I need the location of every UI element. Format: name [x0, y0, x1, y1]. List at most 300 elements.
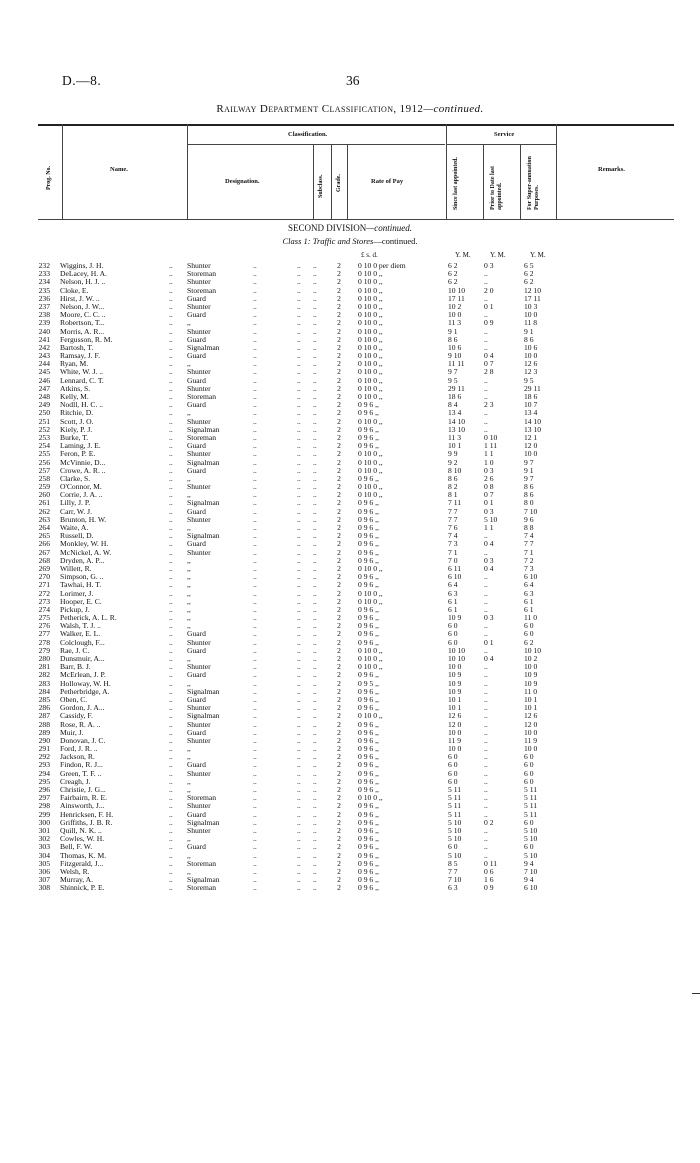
rate-of-pay: 0 9 6 ,, [358, 768, 379, 778]
leader-dots: .. [313, 768, 317, 778]
grade: 2 [337, 408, 341, 418]
employee-name: Henricksen, F. H. [60, 810, 114, 819]
leader-dots: .. [169, 735, 173, 745]
service-prior: .. [484, 760, 488, 770]
leader-dots: .. [253, 678, 257, 688]
leader-dots: .. [313, 539, 317, 549]
designation: Signalman [187, 457, 220, 467]
designation: Guard [187, 842, 206, 852]
designation: Guard [187, 670, 206, 680]
leader-dots: .. [313, 514, 317, 524]
service-since-last: 8 1 [448, 490, 458, 500]
prog-no: 240 [38, 326, 50, 336]
col-divider [556, 124, 557, 220]
service-since-last: 10 10 [448, 285, 466, 295]
prog-no: 294 [38, 768, 50, 778]
service-superannuation: 6 10 [524, 572, 538, 582]
service-prior: .. [484, 694, 488, 704]
table-row [0, 524, 700, 532]
grade: 2 [337, 342, 341, 352]
designation: ,, [187, 588, 191, 598]
leader-dots: .. [313, 531, 317, 541]
table-row [0, 360, 700, 368]
table-row [0, 328, 700, 336]
grade: 2 [337, 604, 341, 614]
table-row [0, 532, 700, 540]
service-prior: .. [484, 785, 488, 794]
grade: 2 [337, 498, 341, 508]
table-row [0, 721, 700, 729]
units-pay: £ s. d. [361, 251, 378, 259]
leader-dots: .. [313, 866, 317, 876]
leader-dots: .. [253, 539, 257, 549]
leader-dots: .. [253, 580, 257, 590]
rate-of-pay: 0 10 0 ,, [358, 588, 383, 598]
employee-name: Rose, R. A. .. [60, 720, 101, 729]
service-superannuation: 10 0 [524, 744, 538, 754]
service-superannuation: 29 11 [524, 383, 541, 393]
employee-name: Shinnick, P. E. [60, 884, 105, 893]
table-row [0, 884, 700, 892]
leader-dots: .. [313, 850, 317, 860]
prog-no: 287 [38, 711, 50, 721]
leader-dots: .. [169, 662, 173, 672]
service-superannuation: 10 1 [524, 694, 538, 704]
prog-no: 308 [38, 883, 50, 893]
leader-dots: .. [169, 342, 173, 352]
leader-dots: .. [253, 809, 257, 819]
page-number: 36 [346, 73, 360, 88]
employee-name: Creagh, J. [60, 777, 91, 786]
leader-dots: .. [297, 359, 301, 369]
table-row [0, 516, 700, 524]
service-since-last: 12 0 [448, 719, 462, 729]
service-prior: .. [484, 703, 488, 713]
grade: 2 [337, 686, 341, 696]
employee-name: Cowles, W. H. [60, 835, 105, 844]
rate-of-pay: 0 9 6 ,, [358, 670, 379, 680]
grade: 2 [337, 318, 341, 328]
designation: ,, [187, 621, 191, 631]
employee-name: Nelson, H. J. .. [60, 278, 106, 287]
leader-dots: .. [313, 817, 317, 827]
leader-dots: .. [169, 326, 173, 336]
leader-dots: .. [169, 842, 173, 852]
employee-name: Wiggins, J. H. [60, 262, 104, 270]
grade: 2 [337, 531, 341, 541]
service-since-last: 7 10 [448, 875, 462, 885]
grade: 2 [337, 400, 341, 410]
rate-of-pay: 0 10 0 ,, [358, 310, 383, 320]
leader-dots: .. [253, 498, 257, 508]
leader-dots: .. [169, 301, 173, 311]
rate-of-pay: 0 10 0 ,, [358, 269, 383, 279]
leader-dots: .. [313, 703, 317, 713]
leader-dots: .. [313, 318, 317, 328]
service-superannuation: 10 0 [524, 727, 538, 737]
designation: Shunter [187, 768, 211, 778]
leader-dots: .. [253, 490, 257, 500]
service-since-last: 9 2 [448, 457, 458, 467]
employee-name: Corrie, J. A. .. [60, 491, 103, 500]
leader-dots: .. [169, 719, 173, 729]
table-row [0, 761, 700, 769]
rate-of-pay: 0 9 6 ,, [358, 785, 379, 794]
grade: 2 [337, 514, 341, 524]
leader-dots: .. [169, 531, 173, 541]
leader-dots: .. [169, 703, 173, 713]
employee-name: Ritchie, D. [60, 409, 94, 418]
service-prior: 1 1 [484, 449, 494, 459]
employee-name: Kelly, M. [60, 393, 89, 401]
employee-name: DeLacey, H. A. [60, 270, 107, 279]
service-since-last: 9 10 [448, 351, 462, 361]
service-since-last: 6 0 [448, 760, 458, 770]
table-row [0, 852, 700, 860]
table-row [0, 549, 700, 557]
employee-name: Nodll, H. C. .. [60, 401, 104, 410]
leader-dots: .. [297, 523, 301, 532]
service-since-last: 7 4 [448, 531, 458, 541]
leader-dots: .. [297, 670, 301, 680]
leader-dots: .. [253, 850, 257, 860]
designation: Guard [187, 334, 206, 344]
grade: 2 [337, 490, 341, 500]
leader-dots: .. [253, 866, 257, 876]
leader-dots: .. [313, 416, 317, 426]
rate-of-pay: 0 10 0 ,, [358, 416, 383, 426]
grade: 2 [337, 432, 341, 442]
service-prior: 0 8 [484, 482, 494, 492]
table-row [0, 581, 700, 589]
service-since-last: 10 1 [448, 703, 462, 713]
grade: 2 [337, 858, 341, 868]
leader-dots: .. [253, 768, 257, 778]
page-title [0, 103, 700, 115]
service-prior: .. [484, 834, 488, 844]
service-prior: 0 3 [484, 555, 494, 565]
prog-no: 253 [38, 432, 50, 442]
employee-name: Cloke, E. [60, 286, 89, 295]
leader-dots: .. [297, 334, 301, 344]
service-superannuation: 5 11 [524, 785, 538, 794]
service-since-last: 11 9 [448, 735, 462, 745]
prog-no: 233 [38, 269, 50, 279]
service-superannuation: 10 2 [524, 654, 538, 663]
leader-dots: .. [169, 588, 173, 598]
designation: Signalman [187, 817, 220, 827]
service-since-last: 14 10 [448, 416, 466, 426]
leader-dots: .. [253, 752, 257, 762]
service-since-last: 9 1 [448, 326, 458, 336]
prog-no: 298 [38, 801, 50, 811]
grade: 2 [337, 678, 341, 688]
leader-dots: .. [253, 285, 257, 295]
leader-dots: .. [297, 711, 301, 721]
prog-no: 256 [38, 457, 50, 467]
leader-dots: .. [169, 686, 173, 696]
table-row [0, 295, 700, 303]
service-superannuation: 12 3 [524, 367, 538, 377]
leader-dots: .. [313, 432, 317, 442]
leader-dots: .. [169, 752, 173, 762]
designation: ,, [187, 834, 191, 844]
class-heading [0, 236, 700, 246]
rate-of-pay: 0 10 0 ,, [358, 711, 383, 721]
employee-name: Lilly, J. P. [60, 499, 91, 508]
service-since-last: 7 7 [448, 506, 458, 516]
leader-dots: .. [297, 793, 301, 803]
table-row [0, 352, 700, 360]
leader-dots: .. [253, 645, 257, 655]
leader-dots: .. [253, 375, 257, 385]
service-since-last: 13 10 [448, 424, 466, 434]
designation: Guard [187, 694, 206, 704]
header-superannuation: For Super-annuation Purposes. [527, 156, 540, 210]
rate-of-pay: 0 9 6 ,, [358, 825, 379, 835]
leader-dots: .. [253, 670, 257, 680]
service-superannuation: 6 2 [524, 277, 534, 287]
division-label: SECOND DIVISION [288, 223, 367, 233]
grade: 2 [337, 711, 341, 721]
leader-dots: .. [297, 858, 301, 868]
table-row [0, 876, 700, 884]
service-superannuation: 10 0 [524, 351, 538, 361]
table-row [0, 819, 700, 827]
table-row [0, 393, 700, 401]
leader-dots: .. [253, 604, 257, 614]
designation: Guard [187, 727, 206, 737]
designation: Shunter [187, 735, 211, 745]
service-prior: .. [484, 392, 488, 401]
leader-dots: .. [297, 531, 301, 541]
leader-dots: .. [169, 727, 173, 737]
service-superannuation: 6 0 [524, 842, 534, 852]
employee-name: Quill, N. K. .. [60, 826, 102, 835]
table-row [0, 680, 700, 688]
employee-name: Lorimer, J. [60, 589, 94, 598]
grade: 2 [337, 719, 341, 729]
rate-of-pay: 0 9 6 ,, [358, 875, 379, 885]
grade: 2 [337, 850, 341, 860]
service-since-last: 9 5 [448, 375, 458, 385]
designation: ,, [187, 613, 191, 623]
service-prior: .. [484, 572, 488, 582]
service-superannuation: 5 10 [524, 834, 538, 844]
grade: 2 [337, 482, 341, 492]
leader-dots: .. [253, 441, 257, 451]
leader-dots: .. [169, 498, 173, 508]
designation: Signalman [187, 875, 220, 885]
designation: Guard [187, 310, 206, 320]
prog-no: 269 [38, 563, 50, 573]
table-row [0, 802, 700, 810]
prog-no: 280 [38, 654, 50, 663]
service-superannuation: 6 1 [524, 604, 534, 614]
leader-dots: .. [169, 318, 173, 328]
service-prior: .. [484, 580, 488, 590]
leader-dots: .. [169, 768, 173, 778]
grade: 2 [337, 768, 341, 778]
prog-no: 243 [38, 351, 50, 361]
leader-dots: .. [297, 277, 301, 287]
employee-name: Kiely, P. J. [60, 425, 93, 434]
table-row [0, 573, 700, 581]
service-prior: .. [484, 776, 488, 786]
grade: 2 [337, 621, 341, 631]
service-superannuation: 10 7 [524, 400, 538, 410]
employee-name: Bartosh, T. [60, 343, 94, 352]
employee-name: Petherick, A. L. R. [60, 614, 117, 623]
service-superannuation: 6 3 [524, 588, 534, 598]
table-row [0, 663, 700, 671]
grade: 2 [337, 785, 341, 794]
service-prior: .. [484, 588, 488, 598]
employee-name: Jackson, R. [60, 753, 95, 762]
leader-dots: .. [169, 621, 173, 631]
leader-dots: .. [169, 801, 173, 811]
prog-no: 306 [38, 866, 50, 876]
leader-dots: .. [297, 662, 301, 672]
designation: Storeman [187, 883, 217, 893]
prog-no: 305 [38, 858, 50, 868]
leader-dots: .. [253, 342, 257, 352]
leader-dots: .. [297, 473, 301, 483]
leader-dots: .. [297, 375, 301, 385]
prog-no: 291 [38, 744, 50, 754]
rate-of-pay: 0 10 0 ,, [358, 645, 383, 655]
leader-dots: .. [297, 457, 301, 467]
leader-dots: .. [297, 809, 301, 819]
leader-dots: .. [169, 432, 173, 442]
leader-dots: .. [313, 744, 317, 754]
header-prog-no: Prog. No. [46, 165, 52, 190]
leader-dots: .. [169, 744, 173, 754]
designation: Signalman [187, 531, 220, 541]
table-row [0, 843, 700, 851]
service-prior: 2 3 [484, 400, 494, 410]
leader-dots: .. [297, 392, 301, 401]
rate-of-pay: 0 9 6 ,, [358, 441, 379, 451]
service-since-last: 5 10 [448, 850, 462, 860]
leader-dots: .. [313, 301, 317, 311]
designation: ,, [187, 744, 191, 754]
service-superannuation: 11 0 [524, 686, 538, 696]
leader-dots: .. [313, 375, 317, 385]
employee-name: Muir, J. [60, 728, 84, 737]
leader-dots: .. [169, 875, 173, 885]
service-superannuation: 7 10 [524, 866, 538, 876]
leader-dots: .. [169, 351, 173, 361]
leader-dots: .. [313, 449, 317, 459]
leader-dots: .. [253, 310, 257, 320]
service-prior: 0 9 [484, 318, 494, 328]
table-row [0, 614, 700, 622]
table-row [0, 745, 700, 753]
leader-dots: .. [169, 604, 173, 614]
leader-dots: .. [297, 563, 301, 573]
grade: 2 [337, 842, 341, 852]
leader-dots: .. [297, 825, 301, 835]
table-row [0, 377, 700, 385]
designation: ,, [187, 555, 191, 565]
leader-dots: .. [253, 694, 257, 704]
leader-dots: .. [313, 293, 317, 303]
table-row [0, 622, 700, 630]
leader-dots: .. [313, 760, 317, 770]
leader-dots: .. [253, 735, 257, 745]
grade: 2 [337, 457, 341, 467]
leader-dots: .. [253, 269, 257, 279]
leader-dots: .. [297, 850, 301, 860]
service-since-last: 8 5 [448, 858, 458, 868]
designation: Shunter [187, 449, 211, 459]
leader-dots: .. [253, 711, 257, 721]
leader-dots: .. [297, 875, 301, 885]
leader-dots: .. [297, 367, 301, 377]
leader-dots: .. [297, 318, 301, 328]
designation: Shunter [187, 662, 211, 672]
rate-of-pay: 0 9 6 ,, [358, 613, 379, 623]
leader-dots: .. [297, 678, 301, 688]
leader-dots: .. [169, 523, 173, 532]
prog-no: 268 [38, 555, 50, 565]
employee-name: Tawhai, H. T. [60, 581, 102, 590]
service-superannuation: 8 6 [524, 334, 534, 344]
service-since-last: 10 9 [448, 670, 462, 680]
leader-dots: .. [169, 613, 173, 623]
leader-dots: .. [253, 588, 257, 598]
service-superannuation: 9 4 [524, 875, 534, 885]
service-prior: 1 6 [484, 875, 494, 885]
table-row [0, 729, 700, 737]
leader-dots: .. [253, 383, 257, 393]
designation: ,, [187, 563, 191, 573]
service-since-last: 10 6 [448, 342, 462, 352]
rate-of-pay: 0 9 6 ,, [358, 572, 379, 582]
table-row [0, 450, 700, 458]
service-superannuation: 18 6 [524, 392, 538, 401]
leader-dots: .. [313, 670, 317, 680]
service-superannuation: 10 0 [524, 310, 538, 320]
employee-name: Carr, W. J. [60, 507, 92, 516]
table-row [0, 499, 700, 507]
employee-name: Fitzgerald, J... [60, 859, 104, 868]
leader-dots: .. [253, 793, 257, 803]
leader-dots: .. [313, 359, 317, 369]
prog-no: 257 [38, 465, 50, 475]
rate-of-pay: 0 9 5 ,, [358, 678, 379, 688]
table-row [0, 311, 700, 319]
section-heading [0, 223, 700, 233]
leader-dots: .. [253, 293, 257, 303]
rate-of-pay: 0 9 6 ,, [358, 555, 379, 565]
table-row [0, 434, 700, 442]
leader-dots: .. [313, 465, 317, 475]
prog-no: 247 [38, 383, 50, 393]
service-prior: 0 4 [484, 563, 494, 573]
rate-of-pay: 0 9 6 ,, [358, 432, 379, 442]
leader-dots: .. [297, 342, 301, 352]
leader-dots: .. [313, 735, 317, 745]
employee-name: Nelson, J. W... [60, 302, 105, 311]
service-superannuation: 5 10 [524, 850, 538, 860]
service-since-last: 10 9 [448, 686, 462, 696]
leader-dots: .. [169, 678, 173, 688]
service-superannuation: 6 4 [524, 580, 534, 590]
leader-dots: .. [169, 383, 173, 393]
leader-dots: .. [297, 261, 301, 270]
